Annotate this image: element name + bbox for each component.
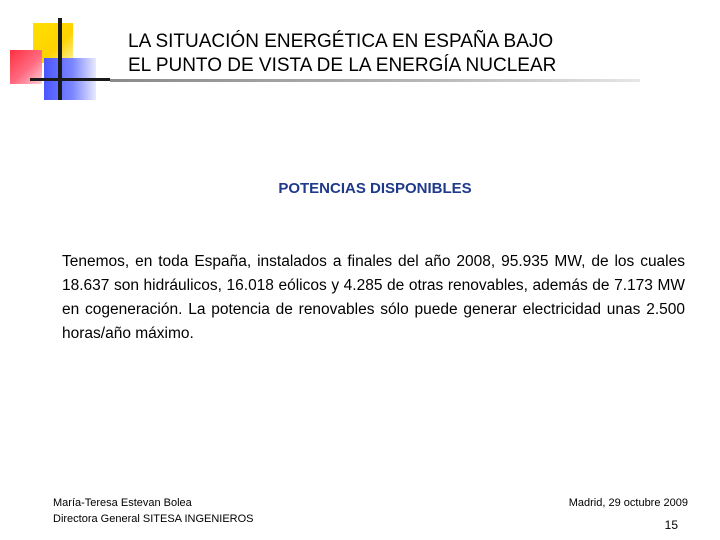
title-divider — [110, 79, 640, 82]
footer-author-block — [53, 495, 254, 527]
slide-title-line-2: EL PUNTO DE VISTA DE LA ENERGÍA NUCLEAR — [128, 55, 557, 76]
footer-place-date: Madrid, 29 octubre 2009 — [568, 497, 688, 509]
slide-body-text: Tenemos, en toda España, instalados a finales del año 2008, 95.935 MW, de los cuales 18.637 son hidráulicos, 16.018 eólicos y 4.285 de otras renovables, además de 7.173 MW en cogeneración. La potencia de renovables sólo puede generar electricidad unas 2.500 horas/año máximo. — [62, 253, 685, 342]
footer-author: María-Teresa Estevan Bolea — [53, 497, 192, 509]
footer-position: Directora General SITESA INGENIEROS — [53, 513, 254, 525]
slide-subtitle: POTENCIAS DISPONIBLES — [278, 180, 472, 197]
logo-horizontal-line — [30, 78, 110, 81]
logo-vertical-line — [58, 18, 62, 100]
slide-title-line-1: LA SITUACIÓN ENERGÉTICA EN ESPAÑA BAJO — [128, 31, 554, 52]
slide-logo-decoration — [0, 0, 110, 105]
slide-title — [128, 30, 688, 78]
page-number: 15 — [664, 518, 678, 532]
